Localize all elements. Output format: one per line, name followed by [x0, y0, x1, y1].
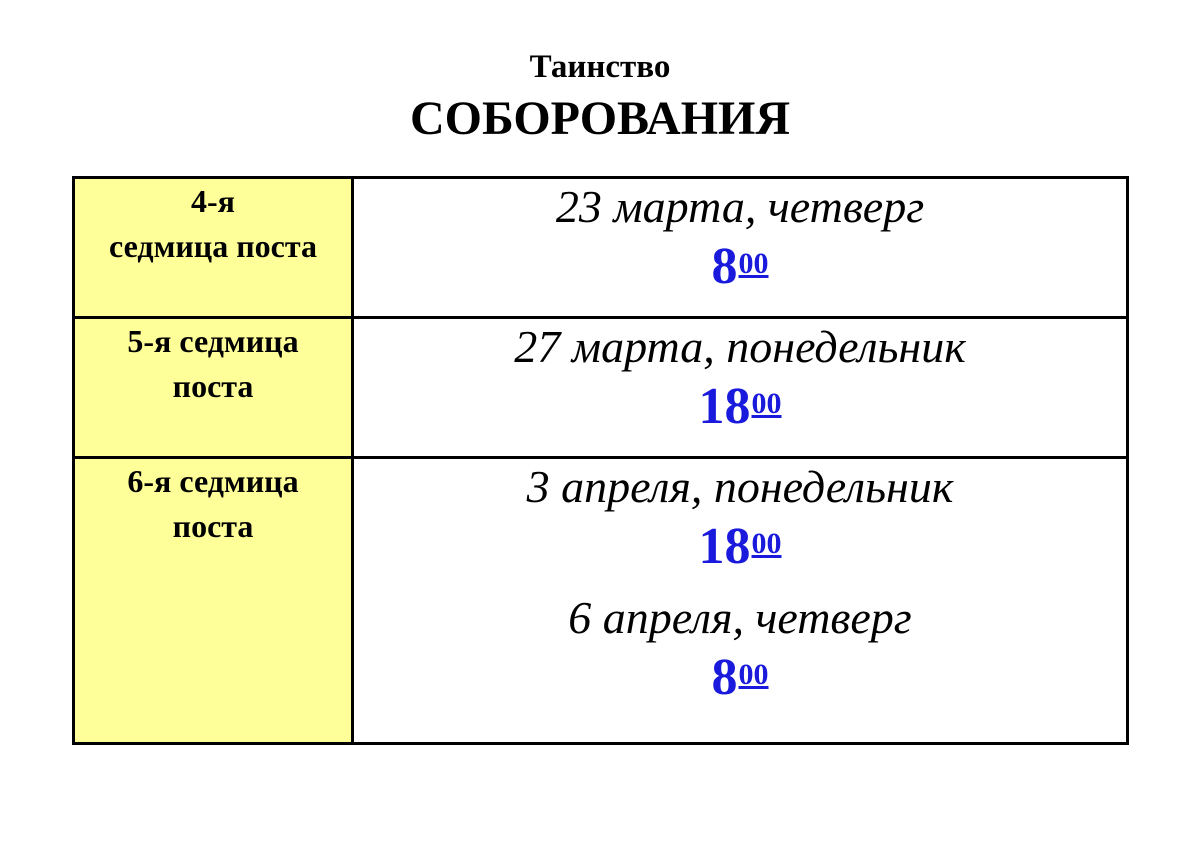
- service-date: 3 апреля, понедельник: [526, 461, 954, 512]
- service-time: [354, 375, 1126, 438]
- service-date: 27 марта, понедельник: [514, 321, 966, 372]
- service-time: [354, 646, 1126, 709]
- time-minutes: 00: [738, 247, 769, 280]
- title-small: Таинство: [529, 49, 671, 85]
- service-cell: [353, 458, 1128, 744]
- week-label-line2: поста: [172, 368, 254, 404]
- schedule-table: [72, 176, 1129, 745]
- table-row: [74, 178, 1128, 318]
- week-label-line1: 4-я: [191, 183, 235, 219]
- time-minutes: 00: [738, 658, 769, 691]
- service-cell: [353, 178, 1128, 318]
- service-date: 6 апреля, четверг: [568, 592, 912, 643]
- week-cell: [74, 178, 353, 318]
- service-time: [354, 235, 1126, 298]
- entry-spacer: [354, 578, 1126, 590]
- week-cell: [74, 318, 353, 458]
- week-label-line1: 6-я седмица: [127, 463, 299, 499]
- service-date: 23 марта, четверг: [555, 181, 925, 232]
- week-label-line2: поста: [172, 508, 254, 544]
- time-hour: 18: [698, 518, 751, 575]
- table-row: [74, 458, 1128, 744]
- time-hour: 18: [698, 378, 751, 435]
- table-row: [74, 318, 1128, 458]
- week-label-line2: седмица поста: [109, 228, 317, 264]
- time-hour: 8: [711, 649, 738, 706]
- service-cell: [353, 318, 1128, 458]
- week-cell: [74, 458, 353, 744]
- time-hour: 8: [711, 238, 738, 295]
- page-title: СОБОРОВАНИЯ: [409, 92, 791, 145]
- time-minutes: 00: [751, 527, 782, 560]
- week-label-line1: 5-я седмица: [127, 323, 299, 359]
- service-time: [354, 515, 1126, 578]
- time-minutes: 00: [751, 387, 782, 420]
